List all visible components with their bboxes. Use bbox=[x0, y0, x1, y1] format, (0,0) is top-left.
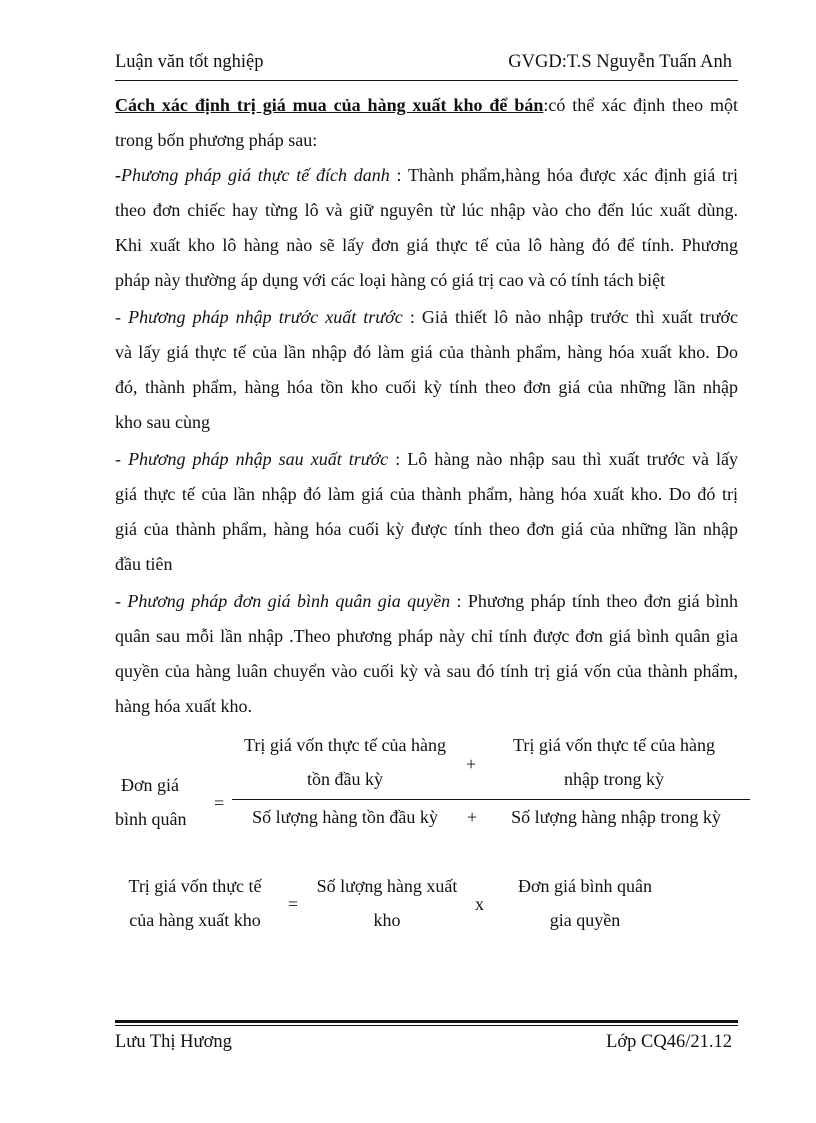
intro-line2: trong bốn phương pháp sau: bbox=[115, 130, 318, 150]
method-lifo bbox=[115, 442, 738, 582]
formula2-mid-line2: kho bbox=[373, 910, 401, 930]
formula1-num-a-line1: Trị giá vốn thực tế của hàng bbox=[243, 735, 447, 755]
intro-paragraph bbox=[115, 88, 738, 158]
formula2-equals: = bbox=[288, 894, 299, 914]
formula2-rhs-line2: gia quyền bbox=[549, 910, 621, 930]
method-line: đầu tiên bbox=[115, 554, 173, 574]
method-line: quân sau mỗi lần nhập .Theo phương pháp này chỉ tính được đơn giá bình quân gia bbox=[115, 626, 738, 646]
method-first-rest: : Giả thiết lô nào nhập trước thì xuất trước bbox=[402, 307, 738, 327]
formula1-num-plus: + bbox=[466, 754, 477, 774]
intro-line1-rest: :có thể xác định theo một bbox=[543, 95, 738, 115]
method-term: Phương pháp nhập trước xuất trước bbox=[128, 307, 403, 327]
header-divider bbox=[115, 80, 738, 81]
footer-author: Lưu Thị Hương bbox=[115, 1032, 232, 1052]
header-thesis-title: Luận văn tốt nghiệp bbox=[115, 52, 264, 72]
formula2-lhs-line1: Trị giá vốn thực tế bbox=[128, 876, 262, 896]
method-prefix: - bbox=[115, 307, 129, 327]
method-line: và lấy giá thực tế của lần nhập đó làm giá của thành phẩm, hàng hóa xuất kho. Do bbox=[115, 342, 738, 362]
method-line: pháp này thường áp dụng với các loại hàng có giá trị cao và có tính tách biệt bbox=[115, 270, 666, 290]
method-line: giá thực tế của lần nhập đó làm giá của thành phẩm, hàng hóa xuất kho. Do đó trị bbox=[115, 484, 738, 504]
footer-divider-thin bbox=[115, 1025, 738, 1026]
footer-divider-thick bbox=[115, 1020, 738, 1023]
footer-class: Lớp CQ46/21.12 bbox=[606, 1032, 732, 1052]
formula2-rhs-line1: Đơn giá bình quân bbox=[518, 876, 652, 896]
formula1-num-a-line2: tồn đầu kỳ bbox=[307, 769, 383, 789]
formula1-den-b: Số lượng hàng nhập trong kỳ bbox=[511, 807, 721, 827]
formula1-den-plus: + bbox=[467, 807, 478, 827]
formula1-num-b-line2: nhập trong kỳ bbox=[564, 769, 664, 789]
method-line: kho sau cùng bbox=[115, 412, 210, 432]
method-first-rest: : Phương pháp tính theo đơn giá bình bbox=[450, 591, 739, 611]
method-fifo bbox=[115, 300, 738, 440]
method-specific-identification bbox=[115, 158, 738, 298]
header-supervisor: GVGD:T.S Nguyễn Tuấn Anh bbox=[508, 52, 732, 72]
formula1-lhs-line1: Đơn giá bbox=[121, 775, 180, 795]
method-line: Khi xuất kho lô hàng nào sẽ lấy đơn giá thực tế của lô hàng đó để tính. Phương bbox=[115, 235, 738, 255]
formula2-lhs-line2: của hàng xuất kho bbox=[129, 910, 261, 930]
page-header bbox=[115, 52, 738, 80]
method-first-rest: : Thành phẩm,hàng hóa được xác định giá trị bbox=[389, 165, 738, 185]
method-prefix: - bbox=[115, 449, 129, 469]
method-line: giá của thành phẩm, hàng hóa cuối kỳ được tính theo đơn giá của những lần nhập bbox=[115, 519, 738, 539]
method-term: Phương pháp giá thực tế đích danh bbox=[121, 165, 390, 185]
method-prefix: - bbox=[115, 591, 128, 611]
method-weighted-average bbox=[115, 584, 738, 724]
section-heading: Cách xác định trị giá mua của hàng xuất kho để bán bbox=[115, 95, 544, 115]
method-line: quyền của hàng luân chuyển vào cuối kỳ và sau đó tính trị giá vốn của thành phẩm, bbox=[115, 661, 738, 681]
formula2-times: x bbox=[475, 894, 484, 914]
formula1-equals: = bbox=[214, 793, 225, 813]
method-line: theo đơn chiếc hay từng lô và giữ nguyên từ lúc nhập vào cho đến lúc xuất dùng. bbox=[115, 200, 738, 220]
formula2-mid-line1: Số lượng hàng xuất bbox=[316, 876, 458, 896]
method-prefix: - bbox=[115, 165, 121, 185]
method-line: hàng hóa xuất kho. bbox=[115, 696, 252, 716]
formula1-num-b-line1: Trị giá vốn thực tế của hàng bbox=[512, 735, 716, 755]
formula1-lhs-line2: bình quân bbox=[115, 809, 187, 829]
method-line: đó, thành phẩm, hàng hóa tồn kho cuối kỳ tính theo đơn giá của những lần nhập bbox=[115, 377, 738, 397]
formula1-fraction-bar bbox=[232, 799, 750, 800]
formula1-den-a: Số lượng hàng tồn đầu kỳ bbox=[252, 807, 438, 827]
method-term: Phương pháp nhập sau xuất trước bbox=[128, 449, 389, 469]
method-first-rest: : Lô hàng nào nhập sau thì xuất trước và lấy bbox=[388, 449, 738, 469]
method-term: Phương pháp đơn giá bình quân gia quyền bbox=[127, 591, 451, 611]
